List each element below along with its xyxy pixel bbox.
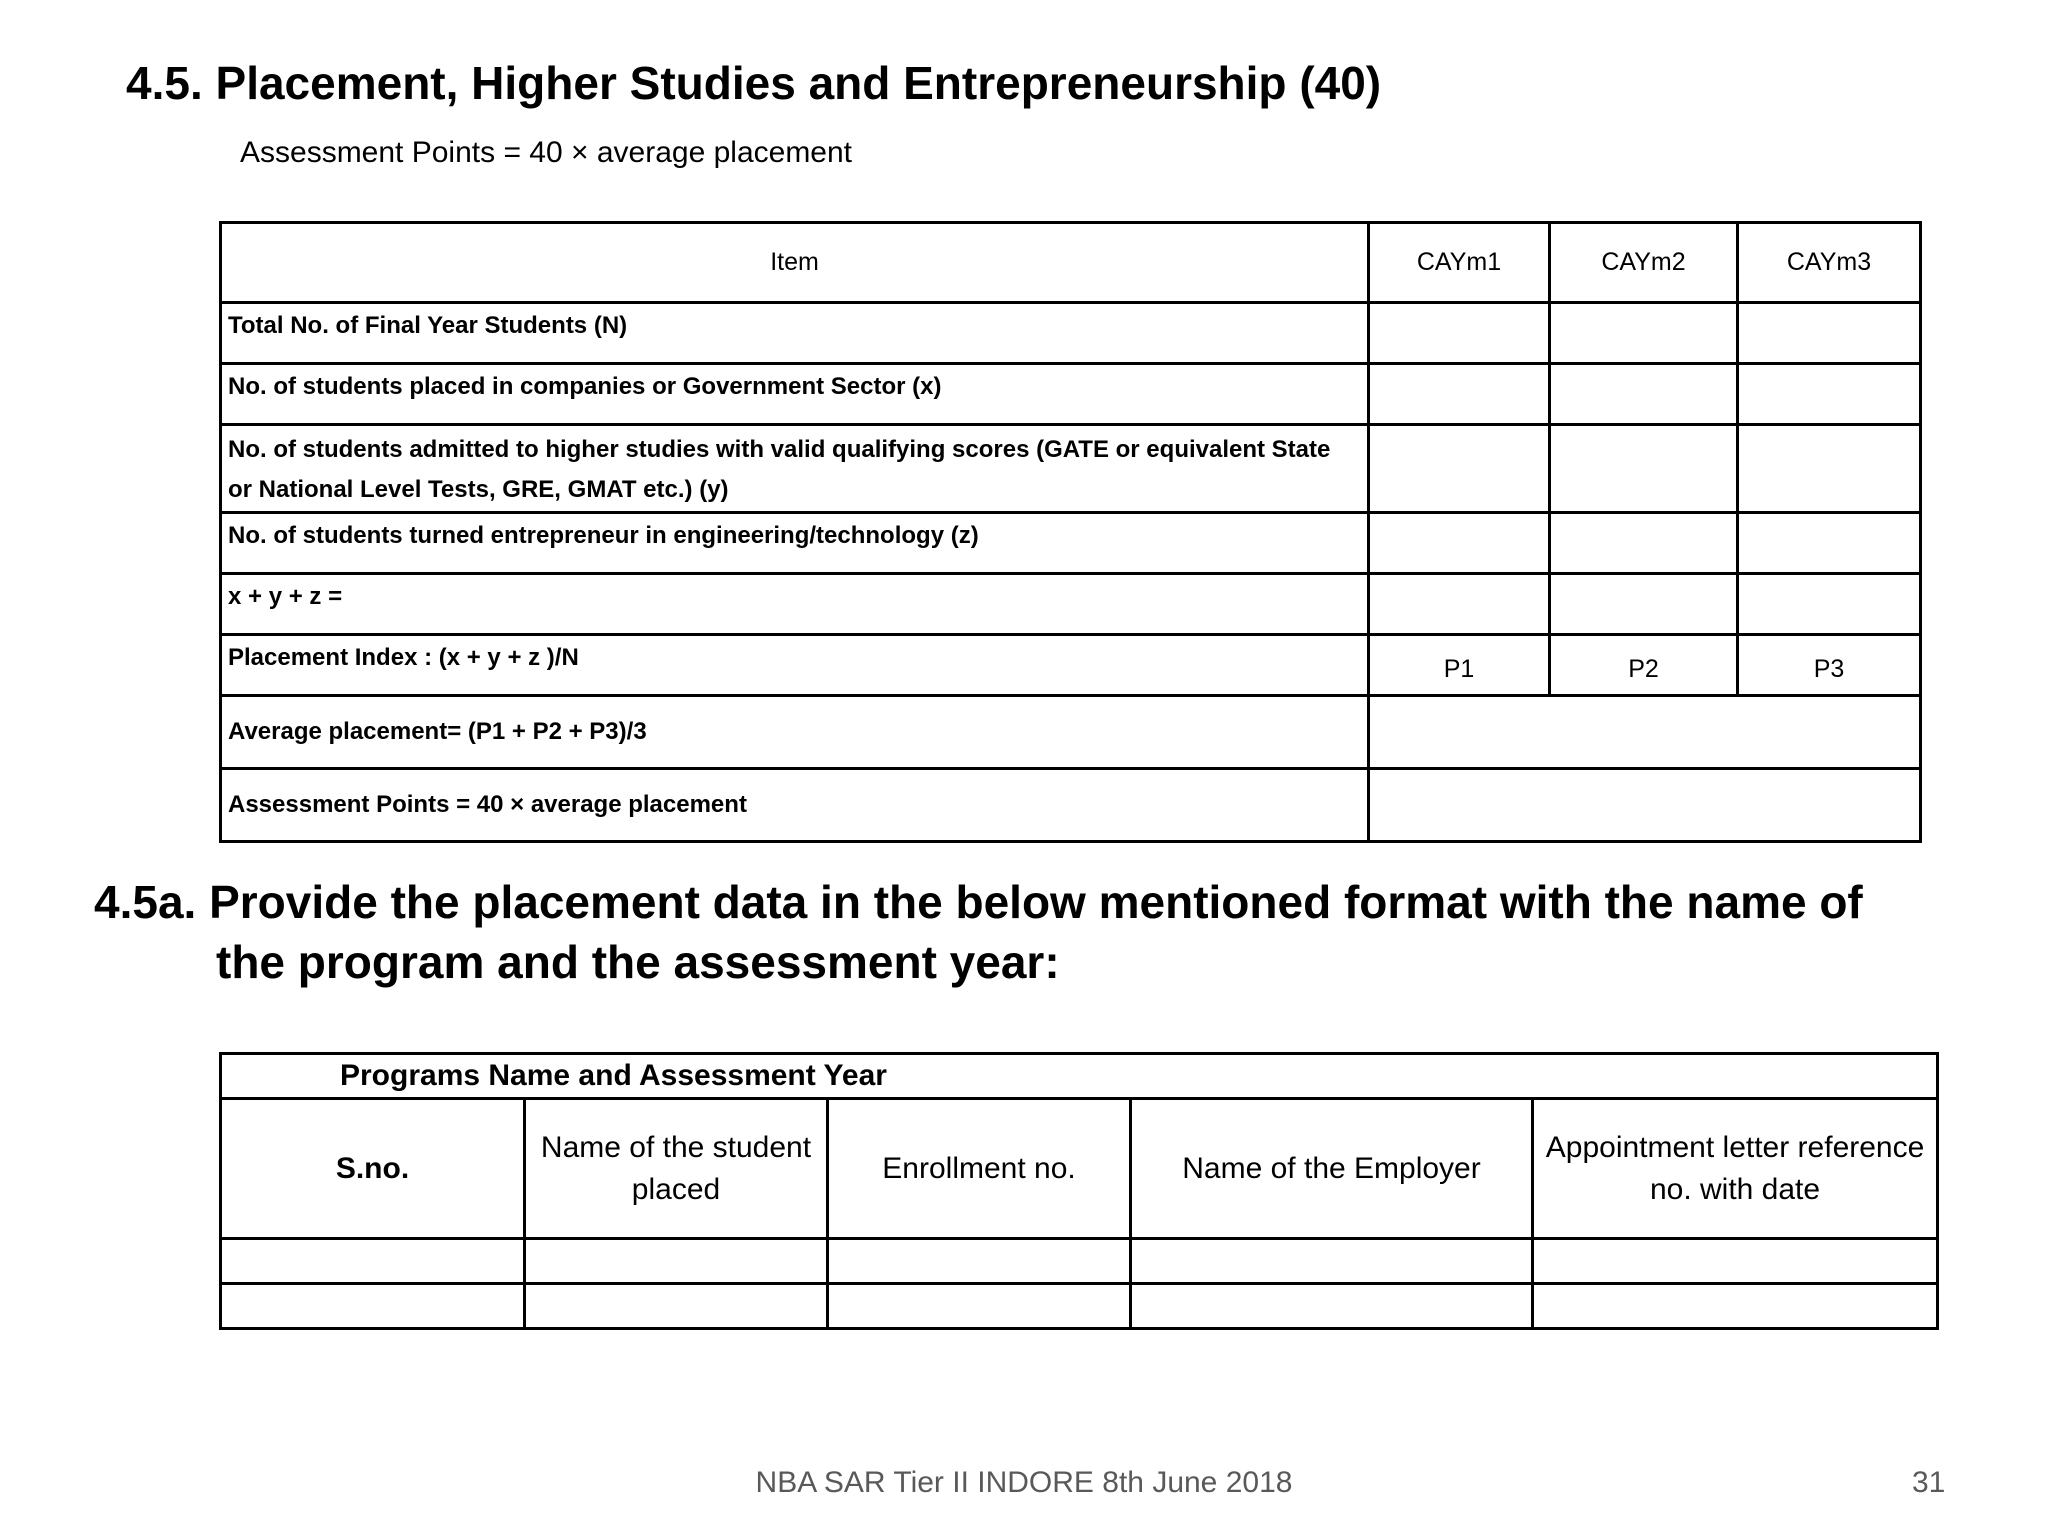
cell-caym3 xyxy=(1738,513,1921,574)
section-title-4-5a-line2: the program and the assessment year: xyxy=(216,936,1060,988)
row-label-average-placement: Average placement= (P1 + P2 + P3)/3 xyxy=(221,696,1369,769)
cell-caym3 xyxy=(1738,303,1921,364)
header-caym2: CAYm2 xyxy=(1550,223,1738,303)
table-row-assessment xyxy=(221,769,1921,842)
table-row xyxy=(221,574,1921,635)
empty-cell xyxy=(828,1284,1131,1329)
table-row xyxy=(221,425,1921,513)
cell-caym2 xyxy=(1550,364,1738,425)
header-student-name: Name of the student placed xyxy=(525,1099,828,1239)
cell-caym3 xyxy=(1738,425,1921,513)
header-item: Item xyxy=(221,223,1369,303)
cell-caym2 xyxy=(1550,303,1738,364)
cell-p2: P2 xyxy=(1550,635,1738,696)
cell-caym2 xyxy=(1550,425,1738,513)
cell-caym1 xyxy=(1369,574,1550,635)
section-title-4-5a xyxy=(94,872,1863,992)
page-number: 31 xyxy=(1912,1466,1946,1499)
row-label-sum: x + y + z = xyxy=(221,574,1369,635)
empty-cell xyxy=(1533,1284,1938,1329)
table-row-placement-index xyxy=(221,635,1921,696)
table-row xyxy=(221,303,1921,364)
assessment-formula-note: Assessment Points = 40 × average placement xyxy=(240,136,853,169)
header-employer: Name of the Employer xyxy=(1131,1099,1533,1239)
cell-average-value xyxy=(1369,696,1921,769)
cell-caym3 xyxy=(1738,574,1921,635)
empty-cell xyxy=(828,1239,1131,1284)
table-row xyxy=(221,513,1921,574)
section-title-4-5a-line1: 4.5a. Provide the placement data in the below mentioned format with the name of xyxy=(94,876,1863,928)
placement-data-format-table xyxy=(219,1052,1939,1330)
cell-p1: P1 xyxy=(1369,635,1550,696)
table-header-row xyxy=(221,1099,1938,1239)
empty-cell xyxy=(525,1239,828,1284)
cell-caym2 xyxy=(1550,574,1738,635)
cell-caym2 xyxy=(1550,513,1738,574)
empty-cell xyxy=(525,1284,828,1329)
empty-cell xyxy=(1131,1284,1533,1329)
empty-cell xyxy=(221,1239,525,1284)
cell-caym1 xyxy=(1369,425,1550,513)
slide-footer: NBA SAR Tier II INDORE 8th June 2018 xyxy=(755,1466,1293,1499)
programs-name-year-cell: Programs Name and Assessment Year xyxy=(221,1054,1938,1099)
row-label-students-placed: No. of students placed in companies or Government Sector (x) xyxy=(221,364,1369,425)
table-row xyxy=(221,1239,1938,1284)
placement-table xyxy=(219,221,1922,843)
empty-cell xyxy=(1533,1239,1938,1284)
empty-cell xyxy=(1131,1239,1533,1284)
row-label-total-students: Total No. of Final Year Students (N) xyxy=(221,303,1369,364)
table-row-average xyxy=(221,696,1921,769)
header-enrollment-no: Enrollment no. xyxy=(828,1099,1131,1239)
row-label-higher-studies: No. of students admitted to higher studies with valid qualifying scores (GATE or equivalent State or National Level Tests, GRE, GMAT etc.) (y) xyxy=(221,425,1369,513)
cell-p3: P3 xyxy=(1738,635,1921,696)
table-row xyxy=(221,1284,1938,1329)
empty-cell xyxy=(221,1284,525,1329)
table-title-row xyxy=(221,1054,1938,1099)
section-title-4-5: 4.5. Placement, Higher Studies and Entrepreneurship (40) xyxy=(126,57,1382,109)
row-label-assessment-points: Assessment Points = 40 × average placement xyxy=(221,769,1369,842)
row-label-entrepreneurs: No. of students turned entrepreneur in engineering/technology (z) xyxy=(221,513,1369,574)
header-caym3: CAYm3 xyxy=(1738,223,1921,303)
header-sno: S.no. xyxy=(221,1099,525,1239)
header-caym1: CAYm1 xyxy=(1369,223,1550,303)
table-row xyxy=(221,364,1921,425)
row-label-placement-index: Placement Index : (x + y + z )/N xyxy=(221,635,1369,696)
header-appointment-letter: Appointment letter reference no. with date xyxy=(1533,1099,1938,1239)
table-header-row xyxy=(221,223,1921,303)
cell-caym1 xyxy=(1369,364,1550,425)
cell-caym1 xyxy=(1369,303,1550,364)
cell-assessment-value xyxy=(1369,769,1921,842)
cell-caym1 xyxy=(1369,513,1550,574)
cell-caym3 xyxy=(1738,364,1921,425)
